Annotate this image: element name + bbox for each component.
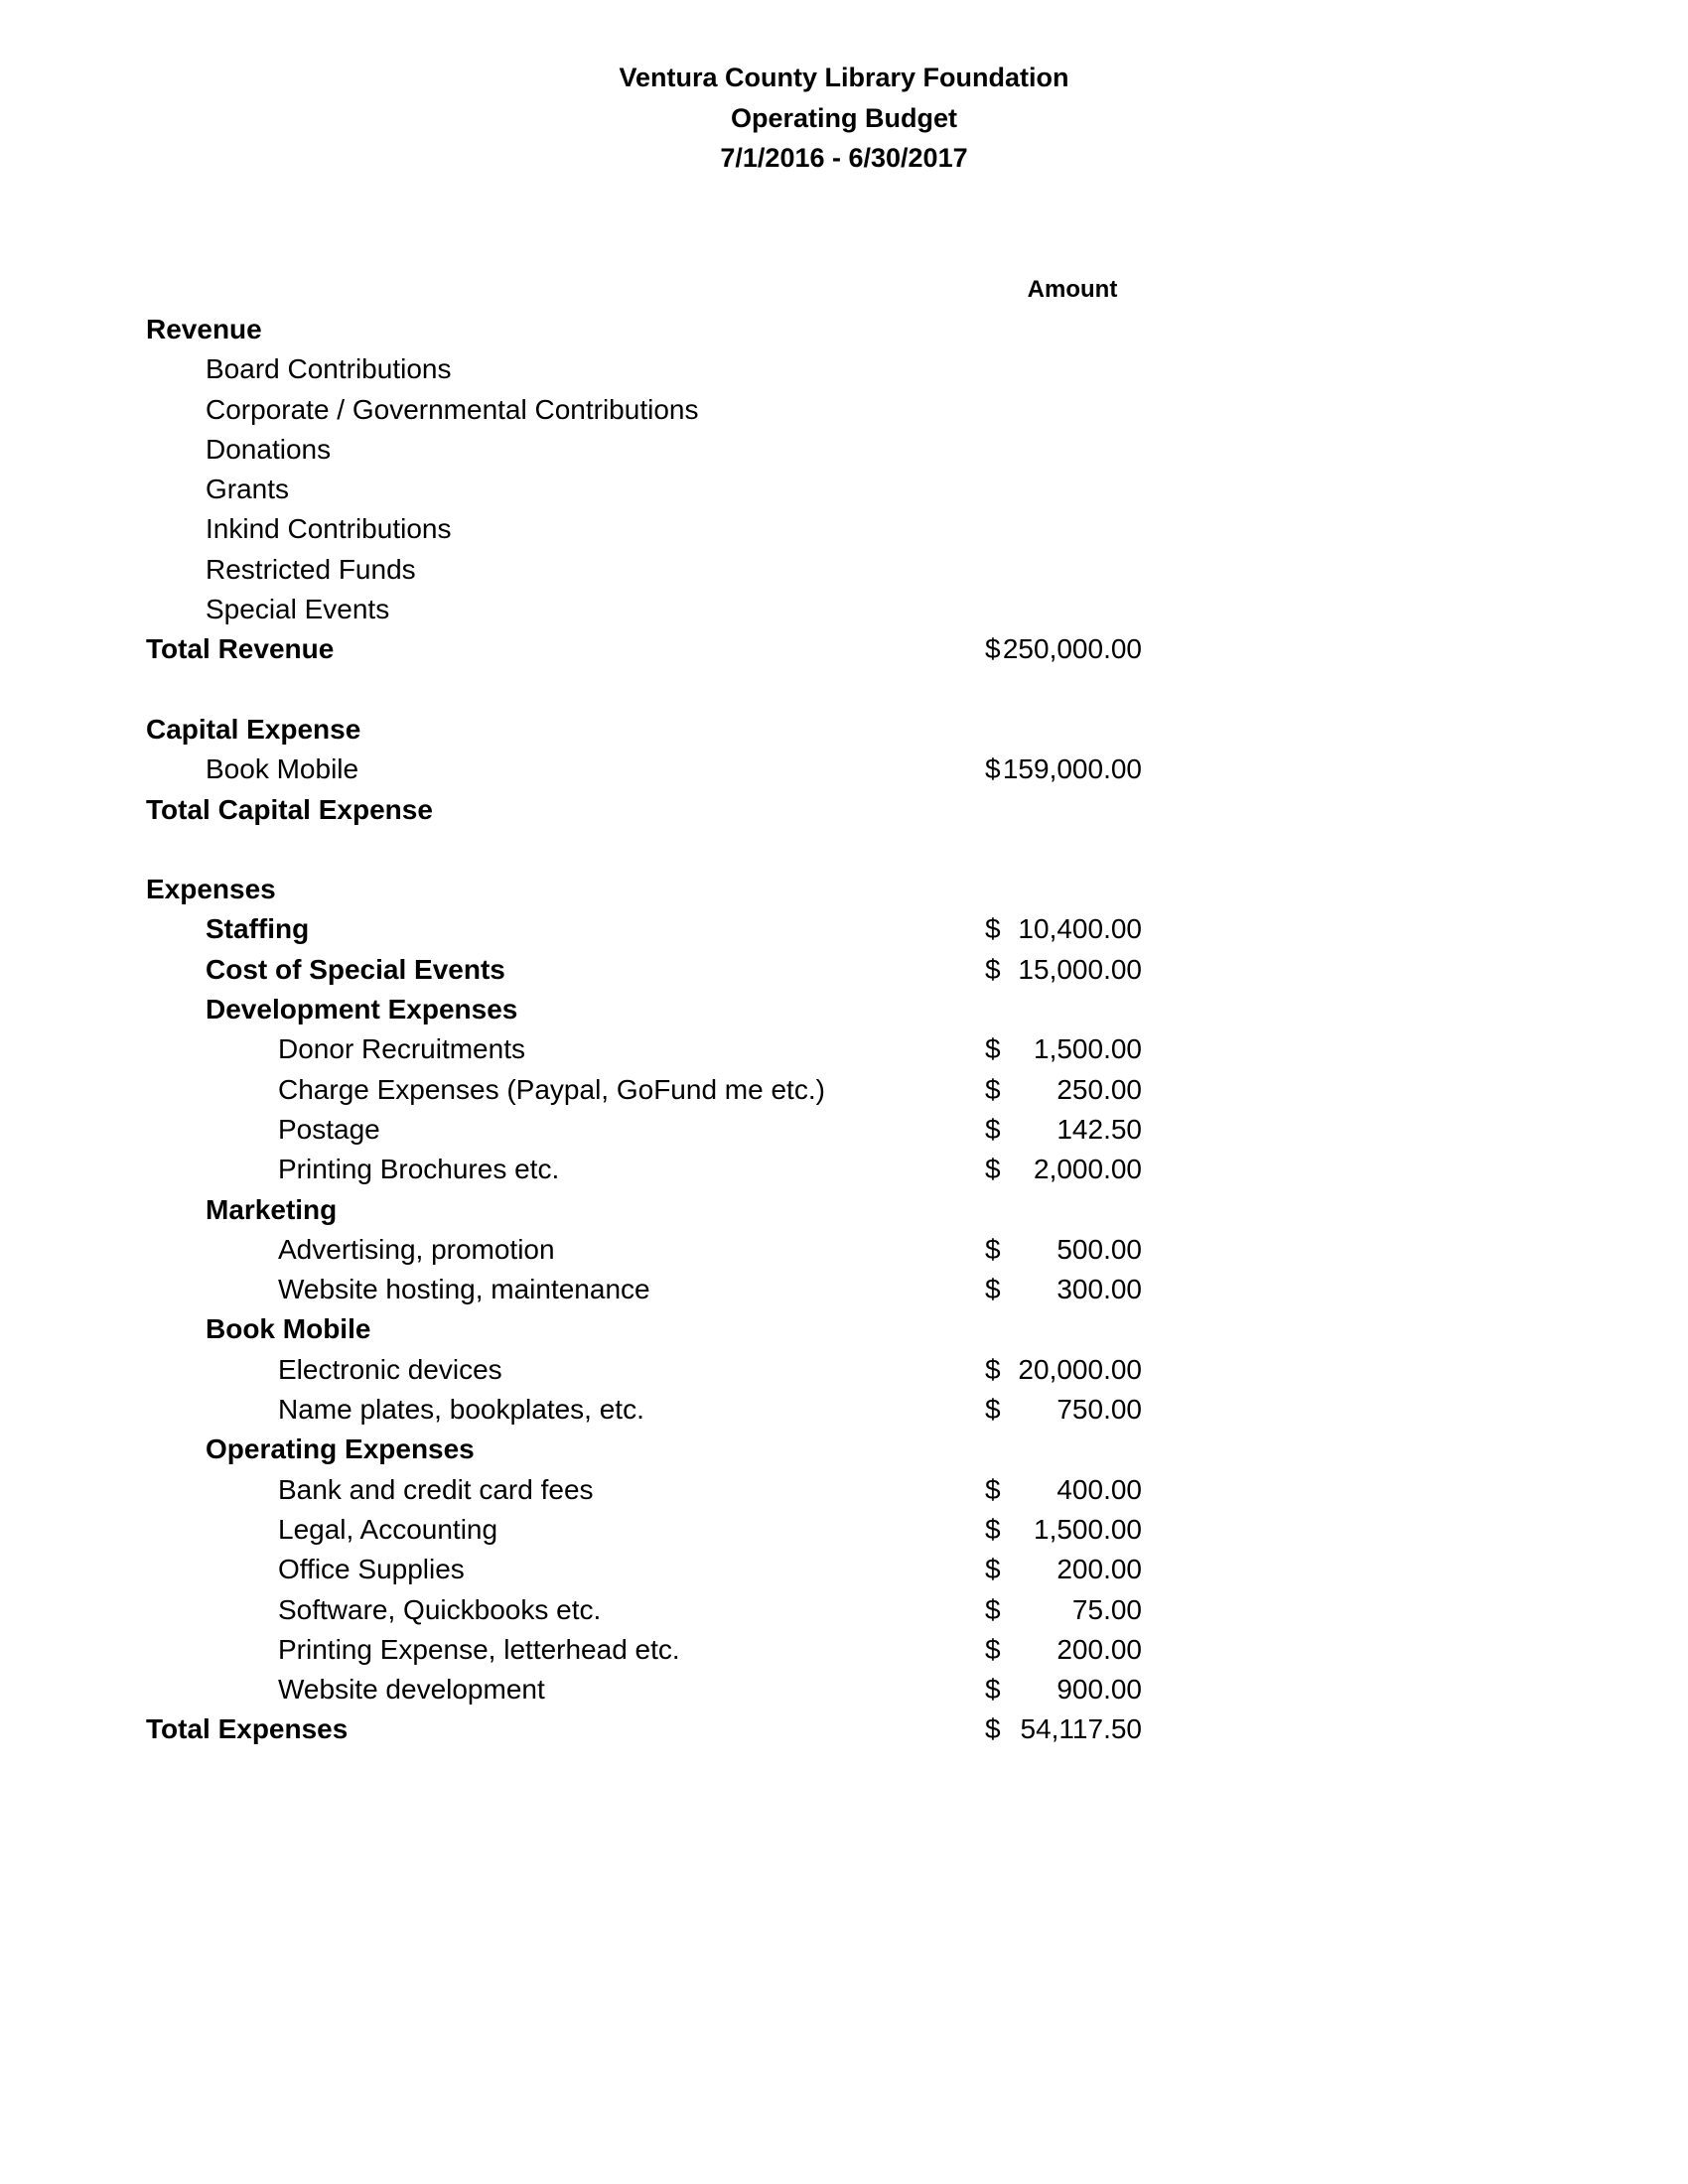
row-label: Grants bbox=[206, 474, 290, 505]
row-label: Donor Recruitments bbox=[278, 1033, 525, 1065]
currency-symbol: $ bbox=[985, 1513, 1001, 1545]
row-label: Bank and credit card fees bbox=[278, 1473, 594, 1505]
row-label: Total Capital Expense bbox=[146, 793, 433, 825]
table-row bbox=[0, 1550, 1688, 1589]
row-label: Revenue bbox=[146, 314, 262, 344]
table-row bbox=[0, 509, 1688, 549]
table-row bbox=[0, 950, 1688, 990]
row-label: Book Mobile bbox=[206, 753, 359, 785]
table-row bbox=[0, 1230, 1688, 1270]
currency-symbol: $ bbox=[985, 1713, 1001, 1745]
table-row bbox=[0, 1309, 1688, 1349]
row-label: Website hosting, maintenance bbox=[278, 1274, 650, 1305]
row-label: Board Contributions bbox=[206, 353, 452, 385]
row-amount: 200.00 bbox=[1056, 1633, 1142, 1665]
table-row bbox=[0, 550, 1688, 590]
budget-table bbox=[0, 310, 1688, 1750]
table-row bbox=[0, 750, 1688, 789]
row-label: Office Supplies bbox=[278, 1554, 465, 1585]
spacer-row bbox=[0, 830, 1688, 870]
row-amount: 250.00 bbox=[1056, 1073, 1142, 1105]
row-label: Advertising, promotion bbox=[278, 1233, 555, 1265]
currency-symbol: $ bbox=[985, 1554, 1001, 1585]
row-label: Operating Expenses bbox=[206, 1433, 475, 1465]
table-row bbox=[0, 870, 1688, 909]
table-row bbox=[0, 790, 1688, 830]
row-label: Total Expenses bbox=[146, 1713, 349, 1745]
row-amount: 400.00 bbox=[1056, 1473, 1142, 1505]
row-amount: 54,117.50 bbox=[1020, 1713, 1142, 1745]
row-label: Book Mobile bbox=[206, 1313, 371, 1345]
budget-period: 7/1/2016 - 6/30/2017 bbox=[720, 143, 968, 173]
table-row bbox=[0, 1670, 1688, 1709]
document-title: Operating Budget bbox=[731, 102, 957, 133]
table-row bbox=[0, 1270, 1688, 1309]
row-label: Cost of Special Events bbox=[206, 953, 505, 985]
row-label: Postage bbox=[278, 1113, 380, 1145]
row-label: Electronic devices bbox=[278, 1353, 502, 1385]
row-amount: 900.00 bbox=[1056, 1674, 1142, 1706]
table-row bbox=[0, 1029, 1688, 1069]
table-row bbox=[0, 310, 1688, 349]
currency-symbol: $ bbox=[985, 1274, 1001, 1305]
table-row bbox=[0, 590, 1688, 629]
row-amount: 500.00 bbox=[1056, 1233, 1142, 1265]
table-row bbox=[0, 1070, 1688, 1110]
table-row bbox=[0, 1390, 1688, 1430]
row-label: Capital Expense bbox=[146, 713, 361, 745]
table-row bbox=[0, 1150, 1688, 1189]
table-row bbox=[0, 390, 1688, 430]
currency-symbol: $ bbox=[985, 1154, 1001, 1185]
table-row bbox=[0, 470, 1688, 509]
table-row bbox=[0, 1110, 1688, 1150]
row-label: Restricted Funds bbox=[206, 553, 416, 585]
spacer-row bbox=[0, 670, 1688, 710]
table-row bbox=[0, 1190, 1688, 1230]
row-label: Corporate / Governmental Contributions bbox=[206, 393, 699, 425]
row-amount: 750.00 bbox=[1056, 1394, 1142, 1426]
table-row bbox=[0, 629, 1688, 669]
currency-symbol: $ bbox=[985, 913, 1001, 945]
table-row bbox=[0, 990, 1688, 1029]
row-label: Staffing bbox=[206, 913, 310, 945]
currency-symbol: $ bbox=[985, 1113, 1001, 1145]
row-amount: 1,500.00 bbox=[1034, 1513, 1142, 1545]
table-row bbox=[0, 1590, 1688, 1630]
row-label: Total Revenue bbox=[146, 633, 335, 665]
row-amount: 2,000.00 bbox=[1034, 1154, 1142, 1185]
row-amount: 15,000.00 bbox=[1018, 953, 1142, 985]
currency-symbol: $ bbox=[985, 1073, 1001, 1105]
row-amount: 250,000.00 bbox=[1002, 633, 1142, 665]
table-row bbox=[0, 430, 1688, 470]
row-label: Website development bbox=[278, 1674, 545, 1706]
currency-symbol: $ bbox=[985, 1033, 1001, 1065]
currency-symbol: $ bbox=[985, 1593, 1001, 1625]
row-amount: 200.00 bbox=[1056, 1554, 1142, 1585]
row-amount: 20,000.00 bbox=[1018, 1353, 1142, 1385]
row-label: Inkind Contributions bbox=[206, 513, 452, 545]
row-label: Printing Expense, letterhead etc. bbox=[278, 1633, 680, 1665]
table-row bbox=[0, 909, 1688, 949]
currency-symbol: $ bbox=[985, 1394, 1001, 1426]
table-row bbox=[0, 710, 1688, 750]
table-row bbox=[0, 349, 1688, 389]
currency-symbol: $ bbox=[985, 753, 1001, 785]
row-label: Software, Quickbooks etc. bbox=[278, 1593, 602, 1625]
currency-symbol: $ bbox=[985, 633, 1001, 665]
currency-symbol: $ bbox=[985, 1633, 1001, 1665]
table-row bbox=[0, 1470, 1688, 1510]
row-label: Expenses bbox=[146, 874, 276, 905]
row-amount: 300.00 bbox=[1056, 1274, 1142, 1305]
row-amount: 159,000.00 bbox=[1002, 753, 1142, 785]
row-label: Printing Brochures etc. bbox=[278, 1154, 560, 1185]
currency-symbol: $ bbox=[985, 953, 1001, 985]
table-row bbox=[0, 1510, 1688, 1550]
amount-column-heading: Amount bbox=[1027, 276, 1118, 303]
table-row bbox=[0, 1430, 1688, 1469]
row-label: Legal, Accounting bbox=[278, 1513, 498, 1545]
table-row bbox=[0, 1709, 1688, 1749]
row-label: Development Expenses bbox=[206, 994, 518, 1025]
row-label: Marketing bbox=[206, 1193, 338, 1225]
table-row bbox=[0, 1630, 1688, 1670]
row-label: Name plates, bookplates, etc. bbox=[278, 1394, 644, 1426]
row-amount: 142.50 bbox=[1056, 1113, 1142, 1145]
row-amount: 75.00 bbox=[1071, 1593, 1142, 1625]
row-label: Special Events bbox=[206, 594, 390, 625]
row-label: Donations bbox=[206, 433, 332, 465]
currency-symbol: $ bbox=[985, 1233, 1001, 1265]
currency-symbol: $ bbox=[985, 1674, 1001, 1706]
document-header bbox=[0, 58, 1688, 179]
row-label: Charge Expenses (Paypal, GoFund me etc.) bbox=[278, 1073, 825, 1105]
table-row bbox=[0, 1350, 1688, 1390]
currency-symbol: $ bbox=[985, 1473, 1001, 1505]
row-amount: 10,400.00 bbox=[1018, 913, 1142, 945]
organization-name: Ventura County Library Foundation bbox=[619, 63, 1069, 92]
currency-symbol: $ bbox=[985, 1353, 1001, 1385]
row-amount: 1,500.00 bbox=[1034, 1033, 1142, 1065]
